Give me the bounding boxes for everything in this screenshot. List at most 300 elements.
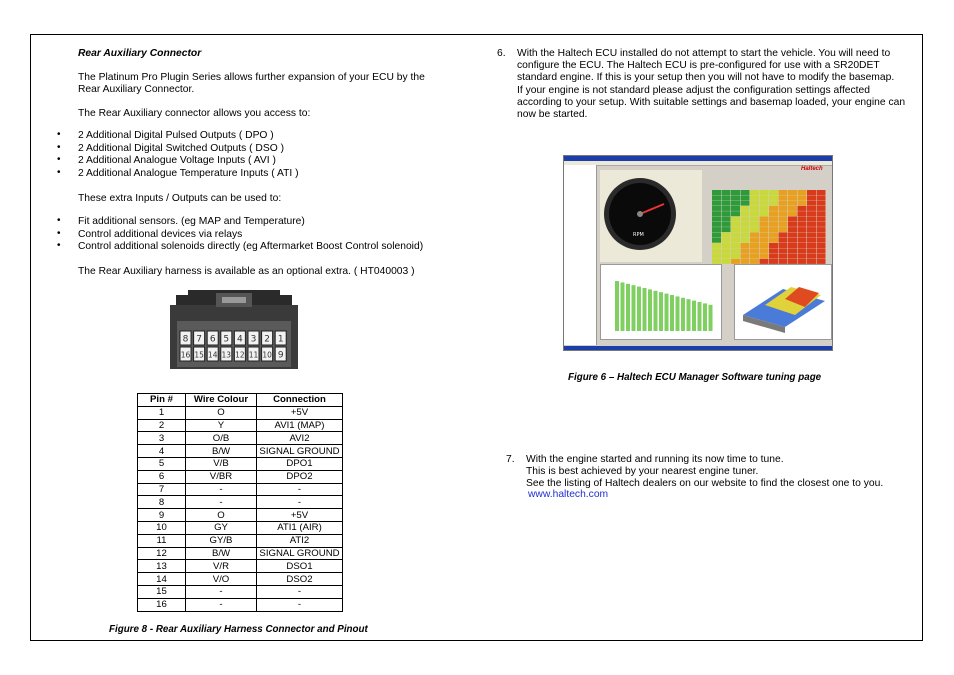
fuel-map-cell [779, 201, 788, 206]
fuel-map-cell [779, 190, 788, 195]
haltech-brand: Haltech [801, 166, 823, 172]
fuel-map-cell [769, 201, 778, 206]
fuel-bar [676, 296, 680, 331]
fuel-map-cell [731, 195, 740, 200]
fuel-map-cell [779, 243, 788, 248]
wire-colour-cell: B/W [186, 445, 257, 458]
text-line: now be started. [517, 109, 588, 120]
rpm-gauge [600, 170, 702, 262]
fuel-map-cell [807, 248, 816, 253]
connection-cell: DSO1 [257, 560, 343, 573]
fuel-map-cell [817, 222, 826, 227]
wire-colour-cell: V/O [186, 573, 257, 586]
fuel-map-cell [741, 195, 750, 200]
fuel-map-cell [731, 248, 740, 253]
fuel-map-cell [750, 248, 759, 253]
fuel-map-cell [769, 254, 778, 259]
header-pin: Pin # [138, 394, 186, 407]
fuel-map-cell [807, 222, 816, 227]
fuel-map-cell [750, 190, 759, 195]
connection-cell: +5V [257, 406, 343, 419]
fuel-map-cell [760, 238, 769, 243]
header-wire-colour: Wire Colour [186, 394, 257, 407]
fuel-map-cell [741, 248, 750, 253]
fuel-map-cell [817, 232, 826, 237]
text-line: If your engine is not standard please adjust the configuration settings affected [517, 84, 870, 96]
fuel-map-cell [788, 211, 797, 216]
fuel-map-cell [798, 243, 807, 248]
list-item: 2 Additional Analogue Temperature Inputs ( ATI ) [78, 167, 299, 179]
table-row [138, 470, 343, 483]
fuel-map-cell [788, 248, 797, 253]
fuel-map-cell [779, 195, 788, 200]
fuel-map-cell [741, 190, 750, 195]
wire-colour-cell: GY [186, 521, 257, 534]
table-row [138, 598, 343, 611]
fuel-map-cell [807, 217, 816, 222]
table-row [138, 445, 343, 458]
connection-cell: - [257, 598, 343, 611]
fuel-map-cell [779, 238, 788, 243]
fuel-map-cell [779, 211, 788, 216]
fuel-map-cell [798, 254, 807, 259]
connector-pin-label: 15 [194, 350, 204, 360]
bullet-icon: • [57, 240, 61, 251]
fuel-map-cell [798, 195, 807, 200]
bullet-icon: • [57, 141, 61, 153]
bullet-icon: • [57, 227, 61, 239]
text-line: This is best achieved by your nearest engine tuner. [526, 466, 759, 478]
fuel-map-cell [788, 232, 797, 237]
table-row [138, 496, 343, 509]
fuel-map-cell [760, 190, 769, 195]
wire-colour-cell: O [186, 509, 257, 522]
connector-pin-label: 12 [235, 350, 245, 360]
fuel-map-cell [817, 254, 826, 259]
connection-cell: DPO1 [257, 457, 343, 470]
fuel-bar [665, 294, 669, 331]
wire-colour-cell: O/B [186, 432, 257, 445]
fuel-map-cell [712, 217, 721, 222]
fuel-bar [698, 302, 702, 331]
wire-colour-cell: Y [186, 419, 257, 432]
connection-cell: AVI2 [257, 432, 343, 445]
fuel-map-cell [722, 217, 731, 222]
fuel-map-cell [712, 190, 721, 195]
pin-number-cell: 4 [138, 445, 186, 458]
pin-number-cell: 11 [138, 534, 186, 547]
wire-colour-cell: V/R [186, 560, 257, 573]
fuel-map-cell [779, 254, 788, 259]
fuel-map-cell [722, 248, 731, 253]
fuel-map-cell [788, 243, 797, 248]
fuel-bar [687, 299, 691, 331]
fuel-map-cell [722, 190, 731, 195]
fuel-map-cell [769, 238, 778, 243]
fuel-map-cell [722, 259, 731, 264]
pin-number-cell: 6 [138, 470, 186, 483]
fuel-map-cell [760, 232, 769, 237]
connection-cell: +5V [257, 509, 343, 522]
fuel-map-cell [788, 227, 797, 232]
fuel-map-cell [722, 254, 731, 259]
fuel-map-cell [750, 227, 759, 232]
connection-cell: ATI1 (AIR) [257, 521, 343, 534]
3d-map-graph [735, 265, 831, 339]
fuel-map-cell [807, 238, 816, 243]
text-line: configure the ECU. The Haltech ECU is pre-configured for use with a SR20DET [517, 60, 880, 72]
ecu-manager-screenshot [563, 155, 833, 351]
fuel-map-cell [798, 227, 807, 232]
fuel-map-cell [722, 206, 731, 211]
fuel-map-cell [798, 222, 807, 227]
fuel-map-cell [750, 217, 759, 222]
fuel-map-cell [712, 243, 721, 248]
connector-pin-label: 1 [277, 334, 284, 345]
text-line: according to your setup. With suitable settings and basemap loaded, your engine can [517, 96, 906, 108]
fuel-map-cell [807, 206, 816, 211]
fuel-map-cell [779, 227, 788, 232]
list-item: 2 Additional Analogue Voltage Inputs ( AVI ) [78, 155, 276, 166]
fuel-map-cell [750, 222, 759, 227]
fuel-map-cell [798, 206, 807, 211]
wire-colour-cell: - [186, 585, 257, 598]
bullet-icon: • [57, 166, 61, 178]
pin-number-cell: 15 [138, 585, 186, 598]
fuel-map-cell [760, 243, 769, 248]
fuel-map-cell [722, 195, 731, 200]
fuel-map-cell [741, 222, 750, 227]
text-line: With the Haltech ECU installed do not attempt to start the vehicle. You will need to [517, 48, 891, 59]
connector-pin-label: 10 [262, 350, 272, 360]
fuel-map-cell [817, 201, 826, 206]
fuel-map-cell [788, 206, 797, 211]
fuel-map-cell [817, 227, 826, 232]
step7-number: 7. [506, 454, 515, 465]
website-link[interactable]: www.haltech.com [528, 489, 609, 500]
pin-number-cell: 3 [138, 432, 186, 445]
text-line: See the listing of Haltech dealers on our website to find the closest one to you. [526, 478, 884, 490]
pin-number-cell: 8 [138, 496, 186, 509]
fuel-map-cell [817, 211, 826, 216]
connection-cell: ATI2 [257, 534, 343, 547]
connection-cell: AVI1 (MAP) [257, 419, 343, 432]
fuel-map-cell [760, 195, 769, 200]
statusbar [564, 346, 832, 350]
table-row [138, 585, 343, 598]
fuel-map-cell [731, 201, 740, 206]
connector-diagram [168, 289, 298, 371]
fuel-map-cell [731, 206, 740, 211]
table-row [138, 406, 343, 419]
fuel-map-cell [779, 248, 788, 253]
table-row [138, 432, 343, 445]
fuel-map-cell [741, 238, 750, 243]
fuel-map-cell [750, 232, 759, 237]
fuel-map-cell [760, 211, 769, 216]
connector-pin-label: 3 [250, 334, 257, 345]
fuel-map-cell [760, 222, 769, 227]
bullet-icon: • [57, 154, 61, 165]
connector-pin-label: 16 [180, 350, 191, 360]
table-row [138, 547, 343, 560]
fuel-map-cell [731, 217, 740, 222]
fuel-map-cell [741, 206, 750, 211]
fuel-map-cell [798, 217, 807, 222]
table-row [138, 521, 343, 534]
fuel-bar [703, 303, 707, 331]
connector-pin-label: 14 [207, 350, 218, 360]
connector-pin-label: 11 [248, 350, 259, 360]
fuel-map-cell [712, 211, 721, 216]
pin-number-cell: 12 [138, 547, 186, 560]
wire-colour-cell: - [186, 496, 257, 509]
fuel-map-cell [722, 232, 731, 237]
fuel-map-cell [741, 232, 750, 237]
fuel-map-cell [807, 190, 816, 195]
fuel-map-cell [779, 222, 788, 227]
fuel-map-cell [769, 243, 778, 248]
pin-number-cell: 9 [138, 509, 186, 522]
fuel-map-cell [807, 254, 816, 259]
fuel-map-cell [769, 211, 778, 216]
fuel-map-cell [712, 248, 721, 253]
list-item: 2 Additional Digital Switched Outputs ( DSO ) [78, 142, 285, 154]
connection-cell: DPO2 [257, 470, 343, 483]
fuel-map-cell [798, 201, 807, 206]
fuel-map-cell [798, 190, 807, 195]
fuel-map-cell [750, 206, 759, 211]
fuel-map-cell [817, 248, 826, 253]
wire-colour-cell: - [186, 598, 257, 611]
pin-number-cell: 16 [138, 598, 186, 611]
fuel-map-cell [741, 227, 750, 232]
wire-colour-cell: GY/B [186, 534, 257, 547]
gauge-label: RPM [633, 232, 644, 238]
fuel-bar [621, 282, 625, 331]
fuel-map-cell [731, 232, 740, 237]
fuel-map-cell [769, 190, 778, 195]
text-line: standard engine. If this is your setup then you will not have to modify the basemap. [517, 72, 895, 84]
connector-pin-label: 2 [264, 334, 270, 345]
fuel-map-cell [722, 238, 731, 243]
pin-number-cell: 1 [138, 406, 186, 419]
fuel-map-cell [722, 227, 731, 232]
pinout-table [137, 393, 343, 612]
fuel-map-cell [712, 238, 721, 243]
fuel-map-cell [731, 254, 740, 259]
fuel-map-cell [817, 217, 826, 222]
figure6-caption: Figure 6 – Haltech ECU Manager Software tuning page [568, 372, 822, 383]
fuel-map-cell [769, 206, 778, 211]
wire-colour-cell: O [186, 406, 257, 419]
fuel-bar [632, 285, 636, 331]
fuel-map-cell [712, 232, 721, 237]
fuel-map-cell [798, 248, 807, 253]
fuel-map-cell [788, 201, 797, 206]
list-item: 2 Additional Digital Pulsed Outputs ( DPO ) [78, 130, 274, 141]
table-row [138, 534, 343, 547]
fuel-map-cell [712, 201, 721, 206]
fuel-bar [659, 292, 663, 331]
table-row [138, 419, 343, 432]
fuel-map-cell [722, 222, 731, 227]
fuel-map-cell [722, 201, 731, 206]
wire-colour-cell: V/BR [186, 470, 257, 483]
fuel-map-cell [817, 238, 826, 243]
fuel-bar [615, 281, 619, 331]
connector-pin-label: 7 [196, 334, 202, 345]
fuel-map-cell [769, 222, 778, 227]
fuel-map-cell [788, 217, 797, 222]
wire-colour-cell: V/B [186, 457, 257, 470]
connection-cell: - [257, 483, 343, 496]
fuel-map-cell [779, 206, 788, 211]
fuel-map-cell [817, 195, 826, 200]
fuel-bar [709, 305, 713, 331]
connector-pin-label: 6 [209, 334, 216, 345]
fuel-map-cell [769, 227, 778, 232]
fuel-map-cell [779, 232, 788, 237]
table-row [138, 560, 343, 573]
pin-number-cell: 13 [138, 560, 186, 573]
fuel-map-cell [788, 222, 797, 227]
fuel-map-cell [769, 217, 778, 222]
bullet-icon: • [57, 129, 61, 140]
connection-cell: SIGNAL GROUND [257, 547, 343, 560]
fuel-map-cell [807, 201, 816, 206]
fuel-bar [637, 287, 641, 331]
fuel-map-cell [760, 254, 769, 259]
fuel-bar [643, 288, 647, 331]
fuel-map-cell [741, 201, 750, 206]
optional-extra-text: The Rear Auxiliary harness is available as an optional extra. ( HT040003 ) [78, 266, 415, 277]
connector-pin-label: 8 [182, 334, 189, 345]
bullet-icon: • [57, 215, 61, 226]
table-row [138, 509, 343, 522]
fuel-map-cell [807, 243, 816, 248]
table-row [138, 483, 343, 496]
fuel-map-cell [712, 195, 721, 200]
pin-number-cell: 14 [138, 573, 186, 586]
fuel-map-cell [722, 211, 731, 216]
fuel-map-cell [712, 206, 721, 211]
list-item: Control additional devices via relays [78, 228, 243, 240]
fuel-bar [692, 301, 696, 331]
fuel-map-cell [788, 195, 797, 200]
fuel-map-cell [760, 227, 769, 232]
fuel-map-cell [712, 254, 721, 259]
wire-colour-cell: B/W [186, 547, 257, 560]
fuel-map-cell [731, 222, 740, 227]
fuel-map-cell [750, 238, 759, 243]
fuel-map-cell [807, 232, 816, 237]
fuel-map-cell [807, 227, 816, 232]
wire-colour-cell: - [186, 483, 257, 496]
fuel-map-cell [760, 248, 769, 253]
fuel-map-cell [817, 190, 826, 195]
fuel-map-cell [798, 232, 807, 237]
fuel-map-cell [741, 211, 750, 216]
access-text: The Rear Auxiliary connector allows you access to: [78, 108, 311, 119]
fuel-map-cell [760, 206, 769, 211]
fuel-map-cell [722, 243, 731, 248]
connection-cell: - [257, 496, 343, 509]
fuel-map-cell [750, 195, 759, 200]
fuel-map-cell [817, 243, 826, 248]
intro-text-1: The Platinum Pro Plugin Series allows further expansion of your ECU by the [78, 72, 425, 83]
fuel-map-cell [769, 195, 778, 200]
fuel-map-cell [712, 222, 721, 227]
fuel-map-cell [750, 254, 759, 259]
fuel-map-cell [731, 190, 740, 195]
connection-cell: - [257, 585, 343, 598]
connection-cell: SIGNAL GROUND [257, 445, 343, 458]
connector-pin-label: 13 [221, 350, 232, 360]
fuel-map-cell [817, 206, 826, 211]
fuel-map-cell [750, 211, 759, 216]
section-heading: Rear Auxiliary Connector [78, 48, 202, 59]
fuel-map-cell [798, 238, 807, 243]
fuel-map-cell [760, 217, 769, 222]
uses-text: These extra Inputs / Outputs can be used to: [78, 193, 282, 204]
fuel-map-cell [760, 201, 769, 206]
fuel-bar [626, 284, 630, 331]
fuel-bar [670, 295, 674, 331]
step6-number: 6. [497, 48, 506, 59]
fuel-map-cell [731, 227, 740, 232]
connector-pin-label: 9 [277, 350, 284, 361]
fuel-bar-graph [601, 265, 721, 339]
fuel-bar [648, 289, 652, 331]
header-connection: Connection [257, 394, 343, 407]
fuel-map-cell [779, 217, 788, 222]
fuel-map-cell [731, 211, 740, 216]
fuel-map-cell [807, 195, 816, 200]
fuel-bar [681, 298, 685, 331]
fuel-map-cell [712, 227, 721, 232]
connector-pin-label: 4 [237, 334, 243, 345]
fuel-map-cell [741, 254, 750, 259]
figure8-caption: Figure 8 - Rear Auxiliary Harness Connector and Pinout [109, 624, 368, 635]
intro-text-2: Rear Auxiliary Connector. [78, 84, 195, 95]
fuel-map-cell [769, 232, 778, 237]
table-row [138, 457, 343, 470]
table-row [138, 573, 343, 586]
list-item: Control additional solenoids directly (eg Aftermarket Boost Control solenoid) [78, 241, 424, 252]
connection-cell: DSO2 [257, 573, 343, 586]
fuel-map-cell [788, 238, 797, 243]
pin-number-cell: 7 [138, 483, 186, 496]
fuel-map-cell [750, 243, 759, 248]
pin-number-cell: 5 [138, 457, 186, 470]
fuel-map-cell [741, 243, 750, 248]
fuel-map-cell [788, 190, 797, 195]
pin-number-cell: 2 [138, 419, 186, 432]
fuel-map-cell [731, 238, 740, 243]
fuel-bar [654, 291, 658, 331]
connector-pin-label: 5 [223, 334, 230, 345]
navigation-tree [564, 165, 597, 345]
text-line: With the engine started and running its now time to tune. [526, 454, 784, 465]
fuel-map-cell [750, 201, 759, 206]
fuel-map-cell [731, 243, 740, 248]
fuel-map-cell [741, 217, 750, 222]
pin-number-cell: 10 [138, 521, 186, 534]
fuel-map-cell [769, 248, 778, 253]
list-item: Fit additional sensors. (eg MAP and Temperature) [78, 216, 305, 227]
fuel-map-cell [798, 211, 807, 216]
